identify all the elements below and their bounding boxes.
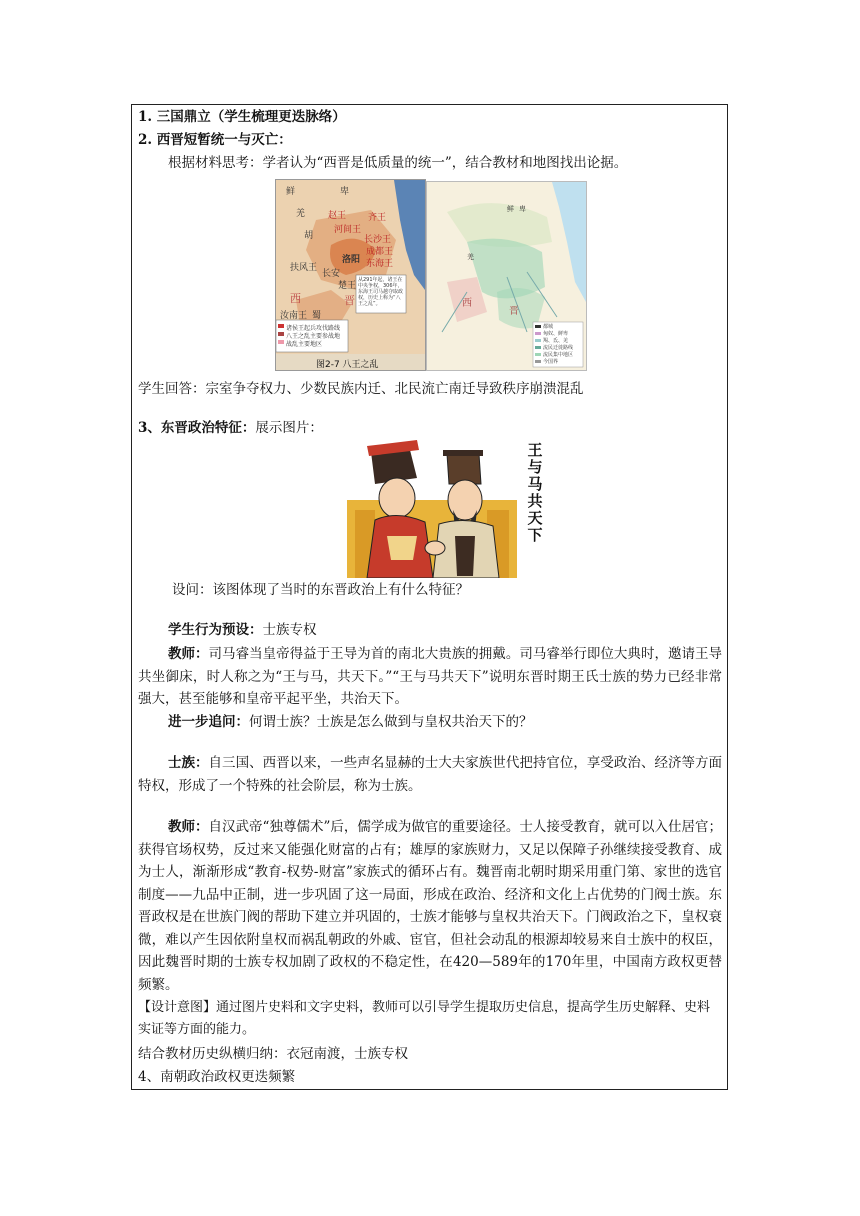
map1-label-xi: 西 xyxy=(290,292,301,305)
map1-legend-1: 诸侯王起兵攻伐路线 xyxy=(286,325,341,332)
section-3-title-tail: 展示图片： xyxy=(255,420,323,436)
map1-label-jin: 晋 xyxy=(344,294,355,307)
section-2-title: 2. 西晋短暂统一与灭亡： xyxy=(138,132,292,148)
map1-label-qiwang: 齐王 xyxy=(368,213,387,223)
map1-label-hu: 胡 xyxy=(304,231,314,241)
map1-legend-2: 八王之乱主要参战地 xyxy=(286,333,341,340)
teacher-paragraph-2 xyxy=(138,816,722,996)
section-2-answer: 学生回答：宗室争夺权力、少数民族内迁、北民流亡南迁导致秩序崩溃混乱 xyxy=(138,381,584,397)
teacher1-text: 司马睿当皇帝得益于王导为首的南北大贵族的拥戴。司马睿举行即位大典时，邀请王导共坐御床，时人称之为“王与马，共天下。”“王与马共天下”说明东晋时期王氏士族的势力已经非常强大，甚至能够和皇帝平起平坐，共治天下。 xyxy=(138,646,723,707)
map2-label-qiang: 羌 xyxy=(467,253,474,261)
cartoon-char-2: 与 xyxy=(527,458,543,476)
cartoon-wang-ma xyxy=(347,440,545,578)
section-2-prompt: 根据材料思考：学者认为“西晋是低质量的统一”，结合教材和地图找出论据。 xyxy=(168,155,628,171)
shizu-label: 士族： xyxy=(168,755,209,771)
cartoon-char-6: 下 xyxy=(527,526,543,544)
map2-label-xian: 鲜 xyxy=(507,205,514,213)
map1-label-changan: 长安 xyxy=(322,269,341,279)
map2-legend-1: 都城 xyxy=(543,324,554,330)
map1-caption: 图2-7 八王之乱 xyxy=(316,360,379,370)
section-4-title: 4、南朝政治政权更迭频繁 xyxy=(138,1069,296,1085)
map1-label-luoyang: 洛阳 xyxy=(342,255,361,265)
section-3-heading xyxy=(138,418,323,438)
section-1-title: 1. 三国鼎立（学生梳理更迭脉络） xyxy=(138,109,346,125)
map1-note: 从291年起，诸王在中央争权，306年，东海王司马越夺取政权，历史上称为“八王之乱”。 xyxy=(358,277,404,307)
map-eight-princes xyxy=(275,179,426,371)
map2-legend-6: 今国界 xyxy=(543,359,559,365)
cartoon-caption xyxy=(525,442,545,544)
student-preset-text: 士族专权 xyxy=(262,622,317,638)
cartoon-char-3: 马 xyxy=(527,475,543,493)
cartoon-char-4: 共 xyxy=(527,492,543,510)
map2-legend-4: 流民迁徙路线 xyxy=(543,345,574,351)
map2-legend-3: 羯、氐、羌 xyxy=(543,338,569,344)
section-3-title: 3、东晋政治特征： xyxy=(138,420,256,436)
shizu-text: 自三国、西晋以来，一些声名显赫的士大夫家族世代把持官位，享受政治、经济等方面特权，形成了一个特殊的社会阶层，称为士族。 xyxy=(138,755,723,794)
design-intent: 【设计意图】通过图片史料和文字史料，教师可以引导学生提取历史信息，提高学生历史解释、史料实证等方面的能力。 xyxy=(138,1000,711,1037)
summary-line: 结合教材历史纵横归纳：衣冠南渡，士族专权 xyxy=(138,1046,408,1062)
map1-label-xian: 鲜 xyxy=(286,187,296,197)
map1-label-hejianwang: 河间王 xyxy=(334,225,362,235)
map1-label-donghaiwang: 东海王 xyxy=(366,259,394,269)
map1-label-fufengwang: 扶风王 xyxy=(290,263,318,273)
student-preset xyxy=(168,620,317,640)
map2-legend-2: 匈奴、鲜卑 xyxy=(543,331,569,337)
section-3-question: 设问：该图体现了当时的东晋政治上有什么特征？ xyxy=(172,582,469,598)
teacher1-label: 教师： xyxy=(168,646,209,662)
map2-legend-5: 流民集中地区 xyxy=(543,352,574,358)
map1-label-zhaowang: 赵王 xyxy=(328,211,347,221)
teacher-paragraph-1 xyxy=(138,643,722,711)
map1-legend-3: 战乱主要地区 xyxy=(286,341,323,348)
map1-label-chengduwang: 成都王 xyxy=(366,247,394,257)
cartoon-char-1: 王 xyxy=(527,441,543,459)
map2-label-bei: 卑 xyxy=(519,205,526,213)
student-preset-label: 学生行为预设： xyxy=(168,622,263,638)
cartoon-drawing xyxy=(347,440,545,578)
cartoon-char-5: 天 xyxy=(527,509,543,527)
map-migration xyxy=(426,181,587,371)
followup-label: 进一步追问： xyxy=(168,714,249,730)
teacher2-label: 教师： xyxy=(168,819,209,835)
map1-label-changshawang: 长沙王 xyxy=(364,235,392,245)
map1-label-chuwang: 楚王 xyxy=(338,281,357,291)
followup-question xyxy=(168,712,533,732)
map2-label-jin: 晋 xyxy=(509,306,519,317)
map1-label-qiang: 羌 xyxy=(296,209,306,219)
shizu-definition xyxy=(138,752,722,797)
map1-label-runanwang: 汝南王 xyxy=(280,311,308,321)
map1-label-bei: 卑 xyxy=(340,187,350,197)
map1-label-shu: 蜀 xyxy=(312,311,322,321)
teacher2-text: 自汉武帝“独尊儒术”后，儒学成为做官的重要途径。士人接受教育，就可以入仕居官；获得官场权势，反过来又能强化财富的占有；雄厚的家族财力，又足以保障子孙继续接受教育、成为士人，渐渐形成“教育-权势-财富”家族式的循环占有。魏晋南北朝时期采用重门第、家世的选官制度——九品中正制，进一步巩固了这一局面，形成在政治、经济和文化上占优势的门阀士族。东晋政权是在世族门阀的帮助下建立并巩固的，士族才能够与皇权共治天下。门阀政治之下，皇权衰微，难以产生因依附皇权而祸乱朝政的外戚、宦官，但社会动乱的根源却较易来自士族中的权臣，因此魏晋时期的士族专权加剧了政权的不稳定性，在420—589年的170年里，中国南方政权更替频繁。 xyxy=(138,819,722,993)
map2-label-xi: 西 xyxy=(462,298,472,309)
followup-text: 何谓士族？士族是怎么做到与皇权共治天下的？ xyxy=(249,714,533,730)
